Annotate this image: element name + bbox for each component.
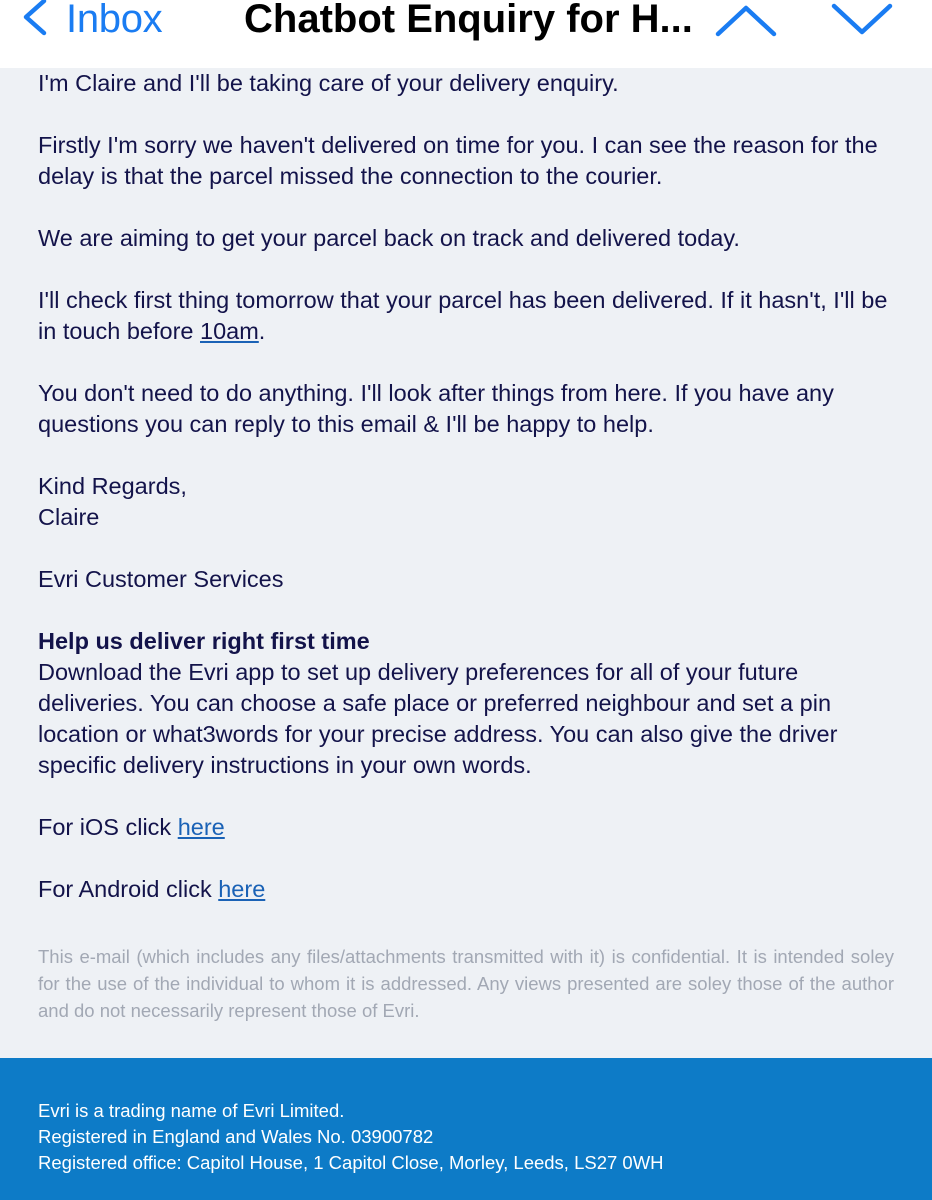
confidentiality-disclaimer: This e-mail (which includes any files/attachments transmitted with it) is confidential. It is intended soley for the use of the individual to whom it is addressed. Any views presented are soley those of the author and do not necessarily represent those of Evri.	[38, 946, 894, 1021]
help-paragraph: Download the Evri app to set up delivery preferences for all of your future deliveries. You can choose a safe place or preferred neighbour and set a pin location or what3words for your precise address. You can also give the driver specific delivery instructions in your own words.	[38, 659, 838, 778]
apology-paragraph: Firstly I'm sorry we haven't delivered on time for you. I can see the reason for the delay is that the parcel missed the connection to the courier.	[38, 132, 878, 189]
email-subject-title: Chatbot Enquiry for H...	[244, 0, 693, 41]
footer-text	[38, 1098, 664, 1176]
android-label: For Android click	[38, 876, 219, 902]
back-to-inbox-button[interactable]	[18, 0, 162, 44]
company-footer	[0, 1058, 932, 1200]
email-body	[38, 68, 898, 905]
chevron-down-icon	[828, 29, 896, 46]
footer-registration: Registered in England and Wales No. 03900782	[38, 1126, 434, 1147]
delivery-paragraph: We are aiming to get your parcel back on track and delivered today.	[38, 225, 740, 251]
time-detected-link[interactable]: 10am	[200, 318, 259, 344]
ios-line	[38, 812, 898, 843]
back-label: Inbox	[66, 0, 163, 41]
help-heading: Help us deliver right first time	[38, 628, 370, 654]
android-download-link[interactable]: here	[218, 876, 266, 902]
next-email-button[interactable]	[828, 0, 896, 42]
navigation-bar	[0, 0, 932, 68]
ios-download-link[interactable]: here	[177, 814, 225, 840]
followup-text: I'll check first thing tomorrow that your parcel has been delivered. If it hasn't, I'll be in touch before	[38, 287, 888, 344]
footer-office-address: Registered office: Capitol House, 1 Capitol Close, Morley, Leeds, LS27 0WH	[38, 1152, 664, 1173]
chevron-up-icon	[712, 29, 780, 46]
followup-end: .	[258, 318, 266, 344]
chevron-left-icon	[18, 0, 52, 44]
team-name: Evri Customer Services	[38, 566, 284, 592]
followup-paragraph	[38, 285, 898, 347]
previous-email-button[interactable]	[712, 0, 780, 42]
ios-label: For iOS click	[38, 814, 178, 840]
signoff: Kind Regards,	[38, 473, 187, 499]
signer-name: Claire	[38, 504, 100, 530]
android-line	[38, 874, 898, 905]
reassurance-paragraph: You don't need to do anything. I'll look after things from here. If you have any questions you can reply to this email & I'll be happy to help.	[38, 380, 834, 437]
intro-paragraph: I'm Claire and I'll be taking care of your delivery enquiry.	[38, 70, 619, 96]
footer-trading-name: Evri is a trading name of Evri Limited.	[38, 1100, 345, 1121]
